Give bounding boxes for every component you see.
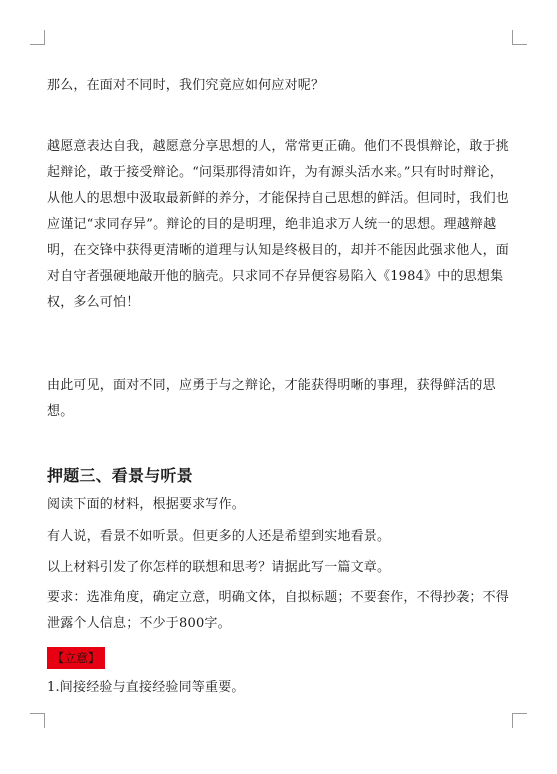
instruction-line: 阅读下面的材料，根据要求写作。 (47, 497, 246, 512)
material-line: 有人说，看景不如听景。但更多的人还是希望到实地看景。 (47, 529, 391, 544)
section-heading: 押题三、看景与听景 (47, 466, 193, 485)
prompt-line: 以上材料引发了你怎样的联想和思考？请据此写一篇文章。 (47, 560, 391, 575)
requirement-paragraph: 要求：选准角度，确定立意，明确文体，自拟标题；不要套作，不得抄袭；不得泄露个人信息；不少于800字。 (47, 590, 510, 631)
question-paragraph: 那么，在面对不同时，我们究竟应如何应对呢？ (47, 78, 325, 93)
conclusion-paragraph: 由此可见，面对不同，应勇于与之辩论，才能获得明晰的事理，获得鲜活的思想。 (47, 378, 496, 419)
crop-mark-bottom-left (30, 713, 45, 728)
argument-paragraph: 越愿意表达自我，越愿意分享思想的人，常常更正确。他们不畏惧辩论，敢于挑起辩论，敢于接受辩论。“问渠那得清如许，为有源头活水来。”只有时时辩论，从他人的思想中汲取最新鲜的养分，才能保持自己思想的鲜活。但同时，我们也应谨记“求同存异”。辩论的目的是明理，绝非追求万人统一的思想。理越辩越明，在交锋中获得更清晰的道理与认知是终极目的，却并不能因此强求他人，面对自守者强硬地敲开他的脑壳。只求同不存异便容易陷入《1984》中的思想集权，多么可怕！ (47, 139, 510, 310)
theme-item-1: 1.间接经验与直接经验同等重要。 (47, 680, 245, 695)
crop-mark-top-right (512, 30, 527, 45)
theme-tag: 【立意】 (47, 647, 105, 669)
crop-mark-top-left (30, 30, 45, 45)
crop-mark-bottom-right (512, 713, 527, 728)
